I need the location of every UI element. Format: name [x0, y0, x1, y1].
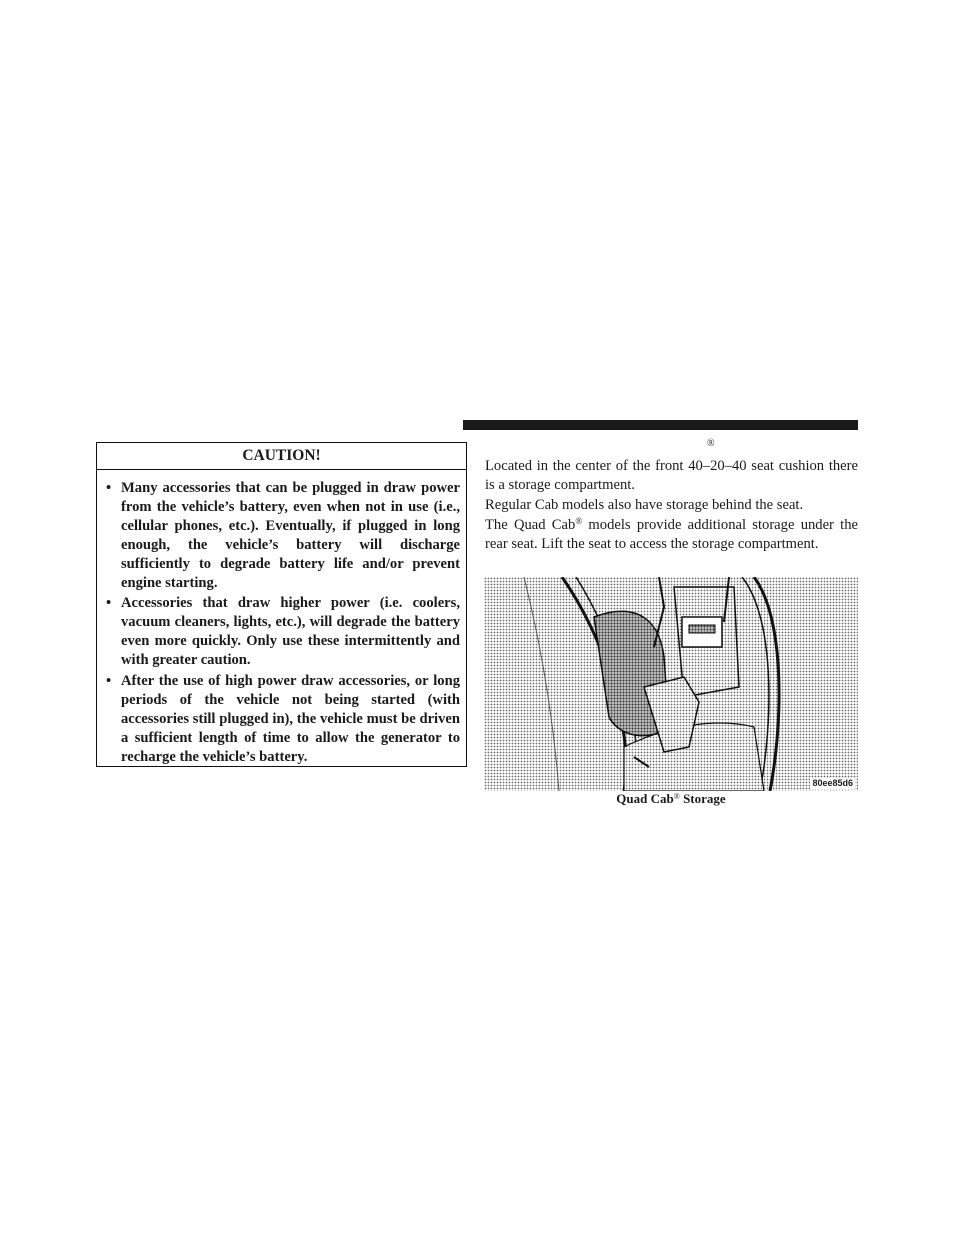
storage-body-text: [485, 457, 858, 555]
figure-code: 80ee85d6: [812, 778, 853, 788]
caution-heading: CAUTION!: [97, 443, 466, 470]
caution-list: [97, 470, 466, 767]
caution-item: • Many accessories that can be plugged in draw power from the vehicle’s battery, even when not in use (i.e., cellular phones, etc.). Eventually, if plugged in long enough, the vehicle’s battery will discharge sufficiently to degrade battery life and/or prevent engine starting.: [106, 480, 460, 591]
section-divider-bar: [463, 420, 858, 430]
caution-box: [96, 442, 467, 767]
caution-item: • After the use of high power draw accessories, or long periods of the vehicle not being started (with accessories still plugged in), the vehicle must be driven a sufficient length of time to allow the generator to recharge the vehicle’s battery.: [106, 673, 460, 765]
bullet-icon: •: [106, 480, 112, 496]
paragraph-regular-cab: Regular Cab models also have storage behind the seat.: [485, 497, 804, 513]
caution-item: • Accessories that draw higher power (i.e. coolers, vacuum cleaners, lights, etc.), will degrade the battery even more quickly. Only use these intermittently and with greater caution.: [106, 595, 460, 669]
paragraph-center-storage: Located in the center of the front 40–20–40 seat cushion there is a storage compartment.: [485, 458, 858, 493]
quad-cab-storage-figure: [484, 577, 858, 791]
figure-caption: Quad Cab® Storage: [616, 791, 726, 806]
bullet-icon: •: [106, 595, 112, 612]
section-heading: [485, 436, 858, 452]
registered-mark: ®: [707, 438, 715, 449]
bullet-icon: •: [106, 673, 112, 690]
paragraph-quad-cab: The Quad Cab® models provide additional storage under the rear seat. Lift the seat to access the storage compartment.: [485, 516, 859, 552]
